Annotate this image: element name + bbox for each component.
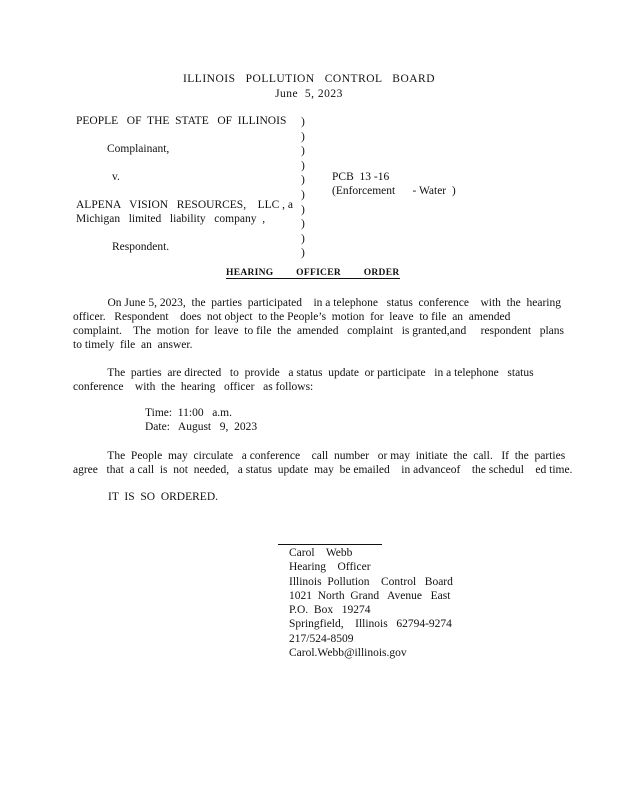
signature-title: Hearing Officer: [289, 561, 371, 574]
signature-email: Carol.Webb@illinois.gov: [289, 647, 407, 660]
paragraph-2: [73, 366, 543, 394]
paragraph-line: On June 5, 2023, the parties participated in a telephone status conference with the hearing: [73, 297, 561, 309]
paragraph-1: [73, 296, 564, 352]
order-date: June 5, 2023: [275, 88, 343, 100]
signature-phone: 217/524-8509: [289, 632, 354, 645]
complainant-label: Complainant,: [107, 143, 170, 155]
plaintiff-name: PEOPLE OF THE STATE OF ILLINOIS: [76, 115, 287, 127]
paragraph-line: agree that a call is not needed, a status update may be emailed in advanceof the schedul ed time.: [73, 464, 573, 476]
order-title: HEARING OFFICER ORDER: [226, 268, 400, 278]
signature-po-box: P.O. Box 19274: [289, 604, 371, 617]
versus-label: v.: [112, 171, 120, 183]
paragraph-line: The People may circulate a conference call number or may initiate the call. If the parties: [73, 450, 566, 462]
paragraph-line: to timely file an answer.: [73, 339, 193, 351]
signature-line: [278, 544, 382, 545]
signature-block: [289, 546, 453, 660]
paragraph-3: [73, 449, 573, 477]
case-number: PCB 13 -16: [332, 171, 390, 183]
signature-name: Carol Webb: [289, 547, 353, 559]
signature-street: 1021 North Grand Avenue East: [289, 589, 451, 602]
defendant-line-1: ALPENA VISION RESOURCES, LLC , a: [76, 199, 294, 211]
signature-organization: Illinois Pollution Control Board: [289, 575, 453, 588]
paragraph-line: officer. Respondent does not object to the People’s motion for leave to file an amended: [73, 311, 511, 323]
hearing-time: Time: 11:00 a.m.: [145, 407, 233, 419]
paragraph-line: conference with the hearing officer as follows:: [73, 381, 314, 393]
paragraph-line: The parties are directed to provide a status update or participate in a telephone status: [73, 367, 534, 379]
caption-parentheses: ) ) ) ) ) ) ) ) ) ): [301, 116, 305, 260]
case-type: (Enforcement - Water ): [332, 185, 456, 197]
closing-statement: IT IS SO ORDERED.: [108, 491, 219, 503]
paragraph-line: complaint. The motion for leave to file the amended complaint is granted,and respondent plans: [73, 325, 564, 337]
signature-city: Springfield, Illinois 62794-9274: [289, 618, 452, 631]
respondent-label: Respondent.: [112, 241, 170, 253]
board-name: ILLINOIS POLLUTION CONTROL BOARD: [182, 73, 436, 85]
defendant-line-2: Michigan limited liability company ,: [76, 213, 266, 225]
hearing-date: Date: August 9, 2023: [145, 421, 258, 433]
